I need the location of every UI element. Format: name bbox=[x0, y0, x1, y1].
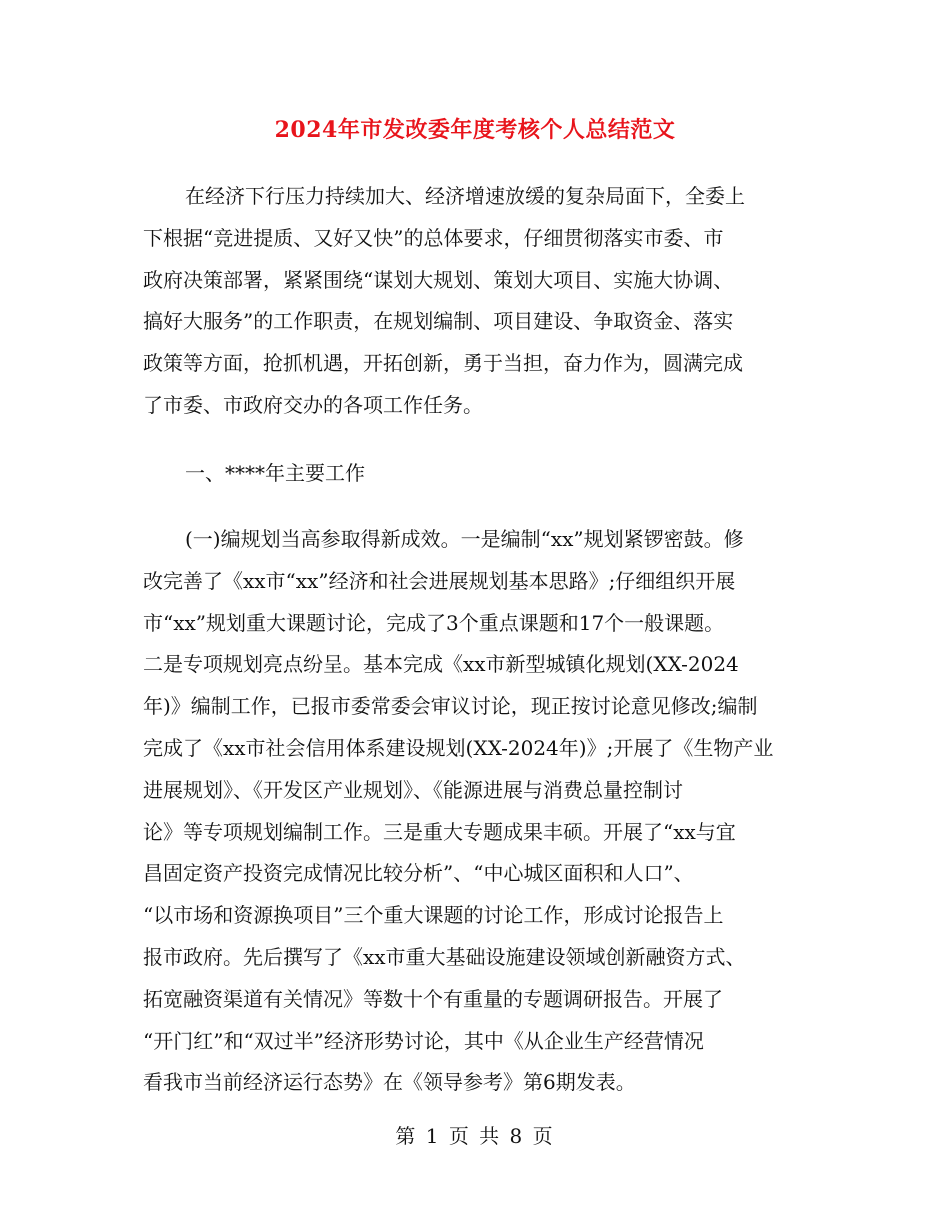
text-line: 报市政府。先后撰写了《xx市重大基础设施建设领域创新融资方式、 bbox=[143, 944, 746, 969]
text-line: 进展规划》、《开发区产业规划》、《能源进展与消费总量控制讨 bbox=[143, 777, 683, 802]
text-line: 看我市当前经济运行态势》在《领导参考》第6期发表。 bbox=[143, 1070, 636, 1095]
text-line: 市“xx”规划重大课题讨论，完成了3个重点课题和17个一般课题。 bbox=[143, 610, 725, 635]
text-line: 政策等方面，抢抓机遇，开拓创新，勇于当担，奋力作为，圆满完成 bbox=[143, 351, 743, 376]
text-line: 年)》编制工作，已报市委常委会审议讨论，现正按讨论意见修改;编制 bbox=[143, 694, 758, 719]
text-line: 政府决策部署，紧紧围绕“谋划大规划、策划大项目、实施大协调、 bbox=[143, 267, 734, 292]
text-line: “以市场和资源换项目”三个重大课题的讨论工作，形成讨论报告上 bbox=[143, 903, 724, 928]
text-line: 拓宽融资渠道有关情况》等数十个有重量的专题调研报告。开展了 bbox=[143, 986, 723, 1011]
page-number-footer: 第 1 页 共 8 页 bbox=[395, 1124, 555, 1148]
document-title: 2024年市发改委年度考核个人总结范文 bbox=[274, 117, 676, 143]
text-line: 在经济下行压力持续加大、经济增速放缓的复杂局面下，全委上 bbox=[185, 184, 745, 208]
text-line: 二是专项规划亮点纷呈。基本完成《xx市新型城镇化规划(XX-2024 bbox=[143, 652, 739, 677]
section-heading-text: 一、****年主要工作 bbox=[185, 461, 365, 485]
text-line: 昌固定资产投资完成情况比较分析”、“中心城区面积和人口”、 bbox=[143, 861, 694, 886]
paragraph-planning bbox=[143, 519, 823, 1104]
text-line: 了市委、市政府交办的各项工作任务。 bbox=[143, 392, 483, 417]
text-line: 完成了《xx市社会信用体系建设规划(XX-2024年)》;开展了《生物产业 bbox=[143, 735, 774, 760]
paragraph-intro bbox=[143, 176, 823, 427]
text-line: (一)编规划当高参取得新成效。一是编制“xx”规划紧锣密鼓。修 bbox=[185, 527, 744, 551]
section-heading bbox=[143, 453, 823, 495]
text-line: 下根据“竞进提质、又好又快”的总体要求，仔细贯彻落实市委、市 bbox=[143, 225, 724, 250]
text-line: 论》等专项规划编制工作。三是重大专题成果丰硕。开展了“xx与宜 bbox=[143, 819, 736, 844]
text-line: “开门红”和“双过半”经济形势讨论，其中《从企业生产经营情况 bbox=[143, 1028, 704, 1053]
text-line: 搞好大服务”的工作职责，在规划编制、项目建设、争取资金、落实 bbox=[143, 309, 734, 334]
text-line: 改完善了《xx市“xx”经济和社会进展规划基本思路》;仔细组织开展 bbox=[143, 568, 736, 593]
